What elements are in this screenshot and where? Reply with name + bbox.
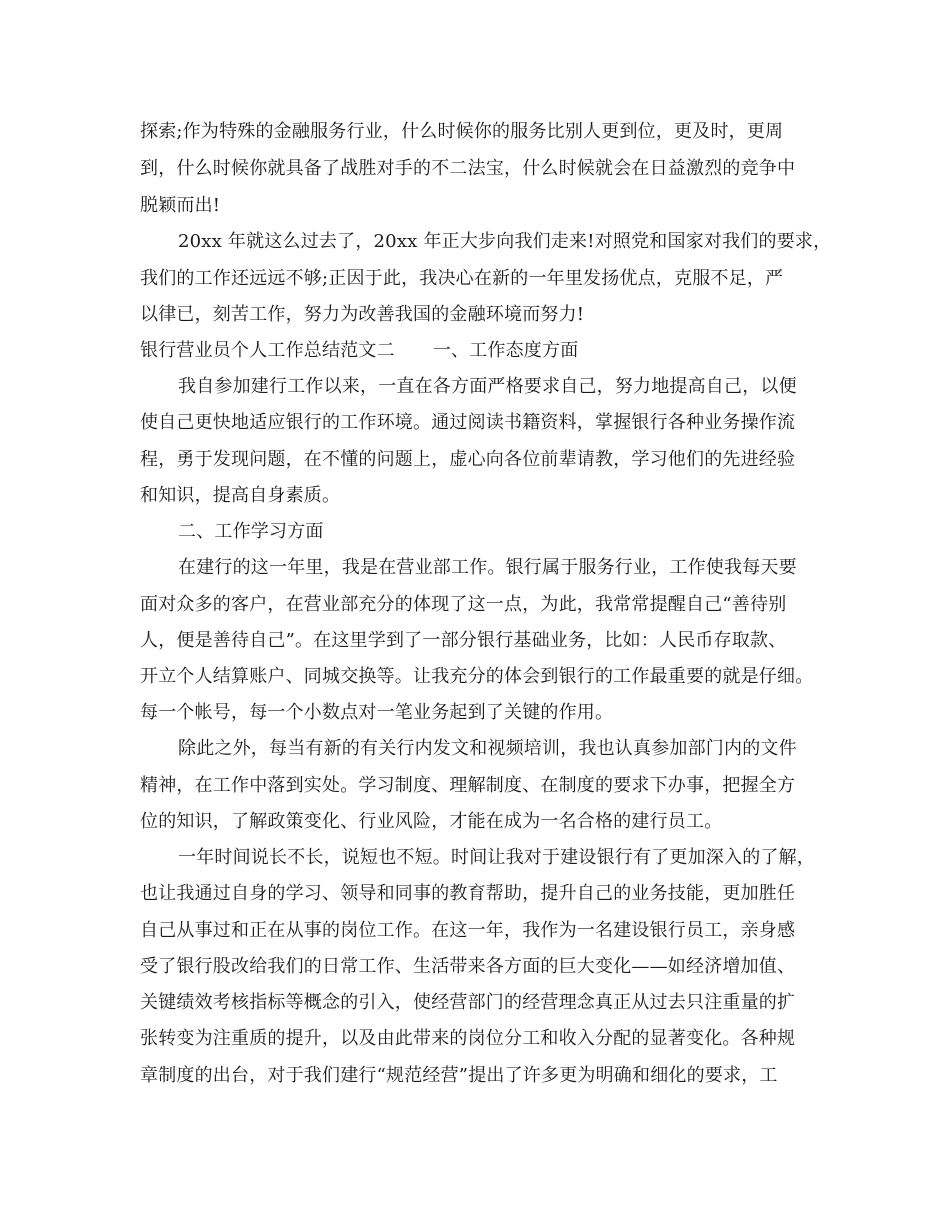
paragraph-line: 在建行的这一年里，我是在营业部工作。银行属于服务行业，工作使我每天要 <box>178 557 797 578</box>
paragraph-line: 脱颖而出! <box>140 195 221 216</box>
paragraph-line: 自己从事过和正在从事的岗位工作。在这一年，我作为一名建设银行员工，亲身感 <box>140 920 796 941</box>
paragraph-line: 探索;作为特殊的金融服务行业，什么时候你的服务比别人更到位，更及时，更周 <box>140 121 784 142</box>
article-title: 银行营业员个人工作总结范文二 <box>140 340 395 361</box>
paragraph-line: 到，什么时候你就具备了战胜对手的不二法宝，什么时候就会在日益激烈的竞争中 <box>140 158 796 179</box>
paragraph-line: 和知识，提高自身素质。 <box>140 485 341 506</box>
paragraph-line: 面对众多的客户，在营业部充分的体现了这一点，为此，我常常提醒自己“善待别 <box>140 594 787 615</box>
paragraph-line: 精神，在工作中落到实处。学习制度、理解制度、在制度的要求下办事，把握全方 <box>140 775 796 796</box>
paragraph-line: 一年时间说长不长，说短也不短。时间让我对于建设银行有了更加深入的了解， <box>178 847 815 868</box>
paragraph-line: 使自己更快地适应银行的工作环境。通过阅读书籍资料，掌握银行各种业务操作流 <box>140 412 796 433</box>
paragraph-line: 关键绩效考核指标等概念的引入，使经营部门的经营理念真正从过去只注重量的扩 <box>140 992 796 1013</box>
paragraph-line: 开立个人结算账户、同城交换等。让我充分的体会到银行的工作最重要的就是仔细。 <box>140 666 814 687</box>
paragraph-line: 以律已，刻苦工作，努力为改善我国的金融环境而努力! <box>140 304 585 325</box>
paragraph-line: 除此之外，每当有新的有关行内发文和视频培训，我也认真参加部门内的文件 <box>178 738 797 759</box>
paragraph-line: 也让我通过自身的学习、领导和同事的教育帮助，提升自己的业务技能，更加胜任 <box>140 883 796 904</box>
paragraph-line: 程，勇于发现问题，在不懂的问题上，虚心向各位前辈请教，学习他们的先进经验 <box>140 449 796 470</box>
paragraph-line: 位的知识，了解政策变化、行业风险，才能在成为一名合格的建行员工。 <box>140 811 723 832</box>
paragraph-line: 20xx 年就这么过去了，20xx 年正大步向我们走来!对照党和国家对我们的要求， <box>178 231 832 252</box>
paragraph-line: 章制度的出台，对于我们建行“规范经营”提出了许多更为明确和细化的要求，工 <box>140 1065 778 1086</box>
paragraph-line: 受了银行股改给我们的日常工作、生活带来各方面的巨大变化——如经济增加值、 <box>140 956 796 977</box>
paragraph-line: 张转变为注重质的提升，以及由此带来的岗位分工和收入分配的显著变化。各种规 <box>140 1028 796 1049</box>
paragraph-line: 我们的工作还远远不够;正因于此，我决心在新的一年里发扬优点，克服不足，严 <box>140 268 784 289</box>
article-heading-line <box>140 339 578 363</box>
paragraph-line: 人，便是善待自己”。在这里学到了一部分银行基础业务，比如：人民币存取款、 <box>140 630 787 651</box>
paragraph-line: 每一个帐号，每一个小数点对一笔业务起到了关键的作用。 <box>140 702 614 723</box>
section-heading: 二、工作学习方面 <box>178 521 324 542</box>
section-heading: 一、工作态度方面 <box>432 340 579 361</box>
paragraph-line: 我自参加建行工作以来，一直在各方面严格要求自己，努力地提高自己，以便 <box>178 376 797 397</box>
